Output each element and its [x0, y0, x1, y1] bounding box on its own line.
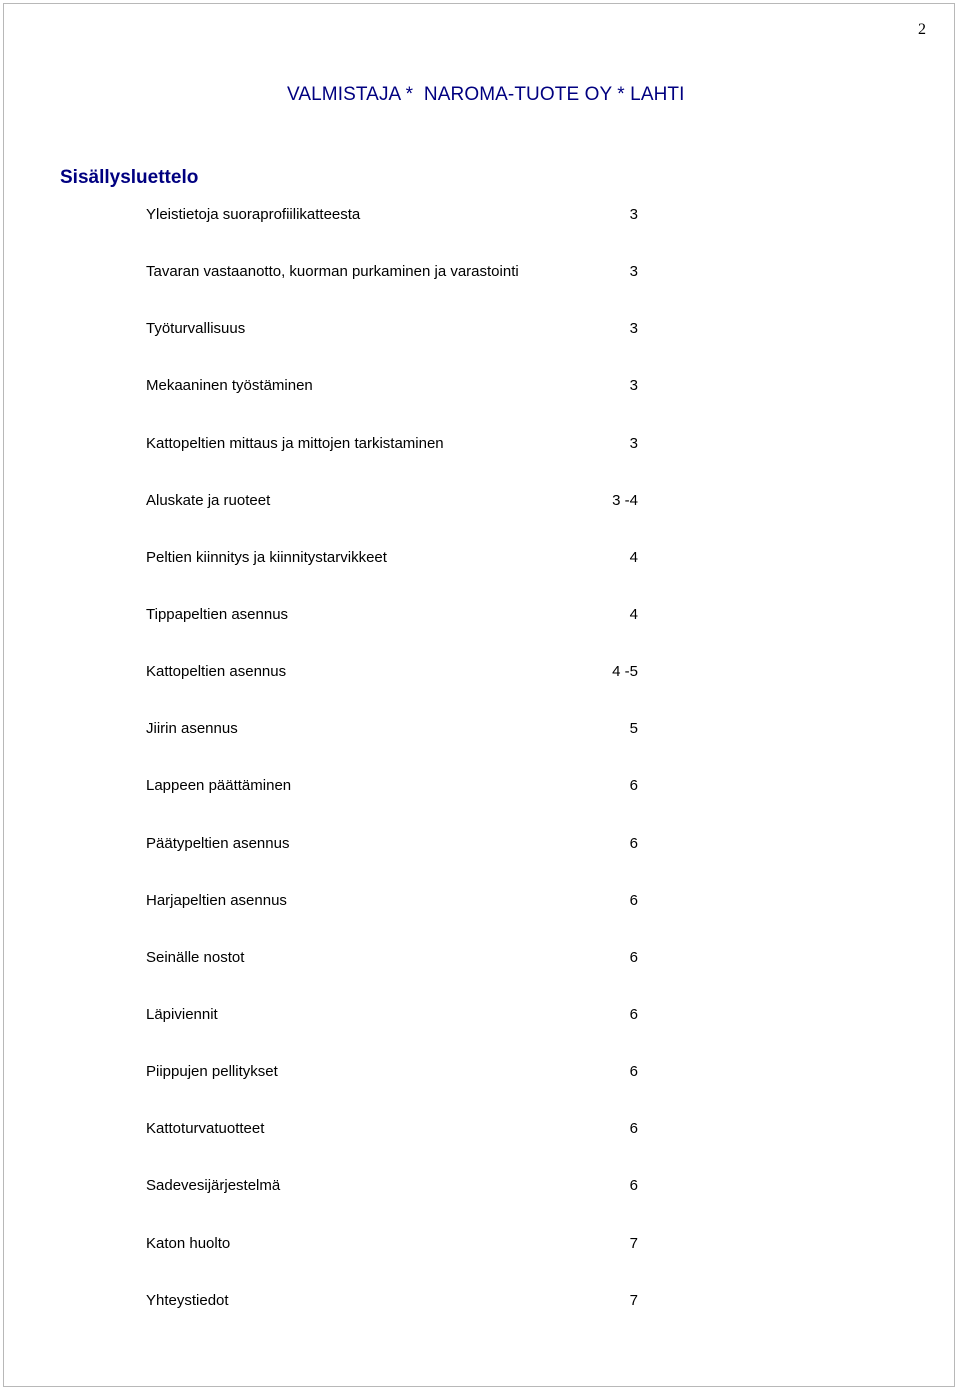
toc-entry[interactable]	[146, 491, 640, 548]
toc-entry[interactable]	[146, 319, 640, 376]
toc-entry-title: Jiirin asennus	[146, 720, 238, 738]
toc-entry-title: Kattoturvatuotteet	[146, 1120, 265, 1138]
toc-entry[interactable]	[146, 1291, 640, 1348]
toc-entry-page: 3	[629, 434, 638, 452]
toc-entry-page: 7	[629, 1234, 638, 1252]
toc-entry-title: Seinälle nostot	[146, 948, 245, 966]
toc-entry-page: 3	[629, 206, 638, 223]
toc-entry-title: Tavaran vastaanotto, kuorman purkaminen ja varastointi	[146, 263, 519, 281]
toc-entry-title: Kattopeltien asennus	[146, 663, 287, 681]
toc-entry-title: Yleistietoja suoraprofiilikatteesta	[146, 206, 361, 223]
toc-entry[interactable]	[146, 1005, 640, 1062]
toc-entry-title: Lappeen päättäminen	[146, 777, 292, 795]
toc-entry-page: 4	[629, 548, 638, 566]
toc-entry[interactable]	[146, 605, 640, 662]
toc-entry-page: 3 -4	[612, 491, 638, 509]
toc-entry-page: 3	[629, 263, 638, 281]
toc-entry-title: Yhteystiedot	[146, 1291, 229, 1309]
toc-entry-title: Peltien kiinnitys ja kiinnitystarvikkeet	[146, 548, 387, 566]
toc-entry[interactable]	[146, 1234, 640, 1291]
toc-entry-page: 4 -5	[612, 663, 638, 681]
toc-entry[interactable]	[146, 719, 640, 776]
toc-entry-title: Katon huolto	[146, 1234, 231, 1252]
toc-entry[interactable]	[146, 548, 640, 605]
toc-entry-title: Harjapeltien asennus	[146, 891, 287, 909]
toc-entry-page: 3	[629, 377, 638, 395]
toc-entry[interactable]	[146, 205, 640, 262]
toc-entry-title: Mekaaninen työstäminen	[146, 377, 313, 395]
toc-entry-title: Tippapeltien asennus	[146, 605, 289, 623]
toc-entry-title: Piippujen pellitykset	[146, 1063, 278, 1081]
toc-entry-title: Kattopeltien mittaus ja mittojen tarkistaminen	[146, 434, 444, 452]
toc-entry-page: 7	[629, 1291, 638, 1309]
toc-entry-title: Sadevesijärjestelmä	[146, 1177, 281, 1195]
toc-entry-title: Aluskate ja ruoteet	[146, 491, 271, 509]
toc-entry[interactable]	[146, 834, 640, 891]
toc-entry-page: 6	[629, 1177, 638, 1195]
toc-entry[interactable]	[146, 1176, 640, 1233]
toc-entry-page: 6	[629, 777, 638, 795]
toc-entry[interactable]	[146, 948, 640, 1005]
toc-entry[interactable]	[146, 662, 640, 719]
toc-entry-title: Päätypeltien asennus	[146, 834, 290, 852]
toc-entry-title: Läpiviennit	[146, 1005, 218, 1023]
toc-entry-page: 6	[629, 1120, 638, 1138]
toc-entry-page: 6	[629, 1005, 638, 1023]
toc-entry[interactable]	[146, 776, 640, 833]
toc-entry[interactable]	[146, 376, 640, 433]
toc-entry[interactable]	[146, 891, 640, 948]
toc-entry[interactable]	[146, 1119, 640, 1176]
toc-entry-page: 6	[629, 891, 638, 909]
toc-entry-page: 4	[629, 605, 638, 623]
toc-title: Sisällysluettelo	[60, 167, 199, 188]
toc-entry[interactable]	[146, 1062, 640, 1119]
toc-entry[interactable]	[146, 262, 640, 319]
toc-entry-page: 3	[629, 320, 638, 338]
toc-entry-page: 6	[629, 1063, 638, 1081]
toc-entry[interactable]	[146, 434, 640, 491]
company-header: VALMISTAJA * NAROMA-TUOTE OY * LAHTI	[287, 84, 685, 105]
toc-list	[146, 205, 640, 1348]
toc-entry-page: 5	[629, 720, 638, 738]
toc-entry-title: Työturvallisuus	[146, 320, 246, 338]
page-number: 2	[918, 21, 926, 38]
toc-entry-page: 6	[629, 948, 638, 966]
toc-entry-page: 6	[629, 834, 638, 852]
